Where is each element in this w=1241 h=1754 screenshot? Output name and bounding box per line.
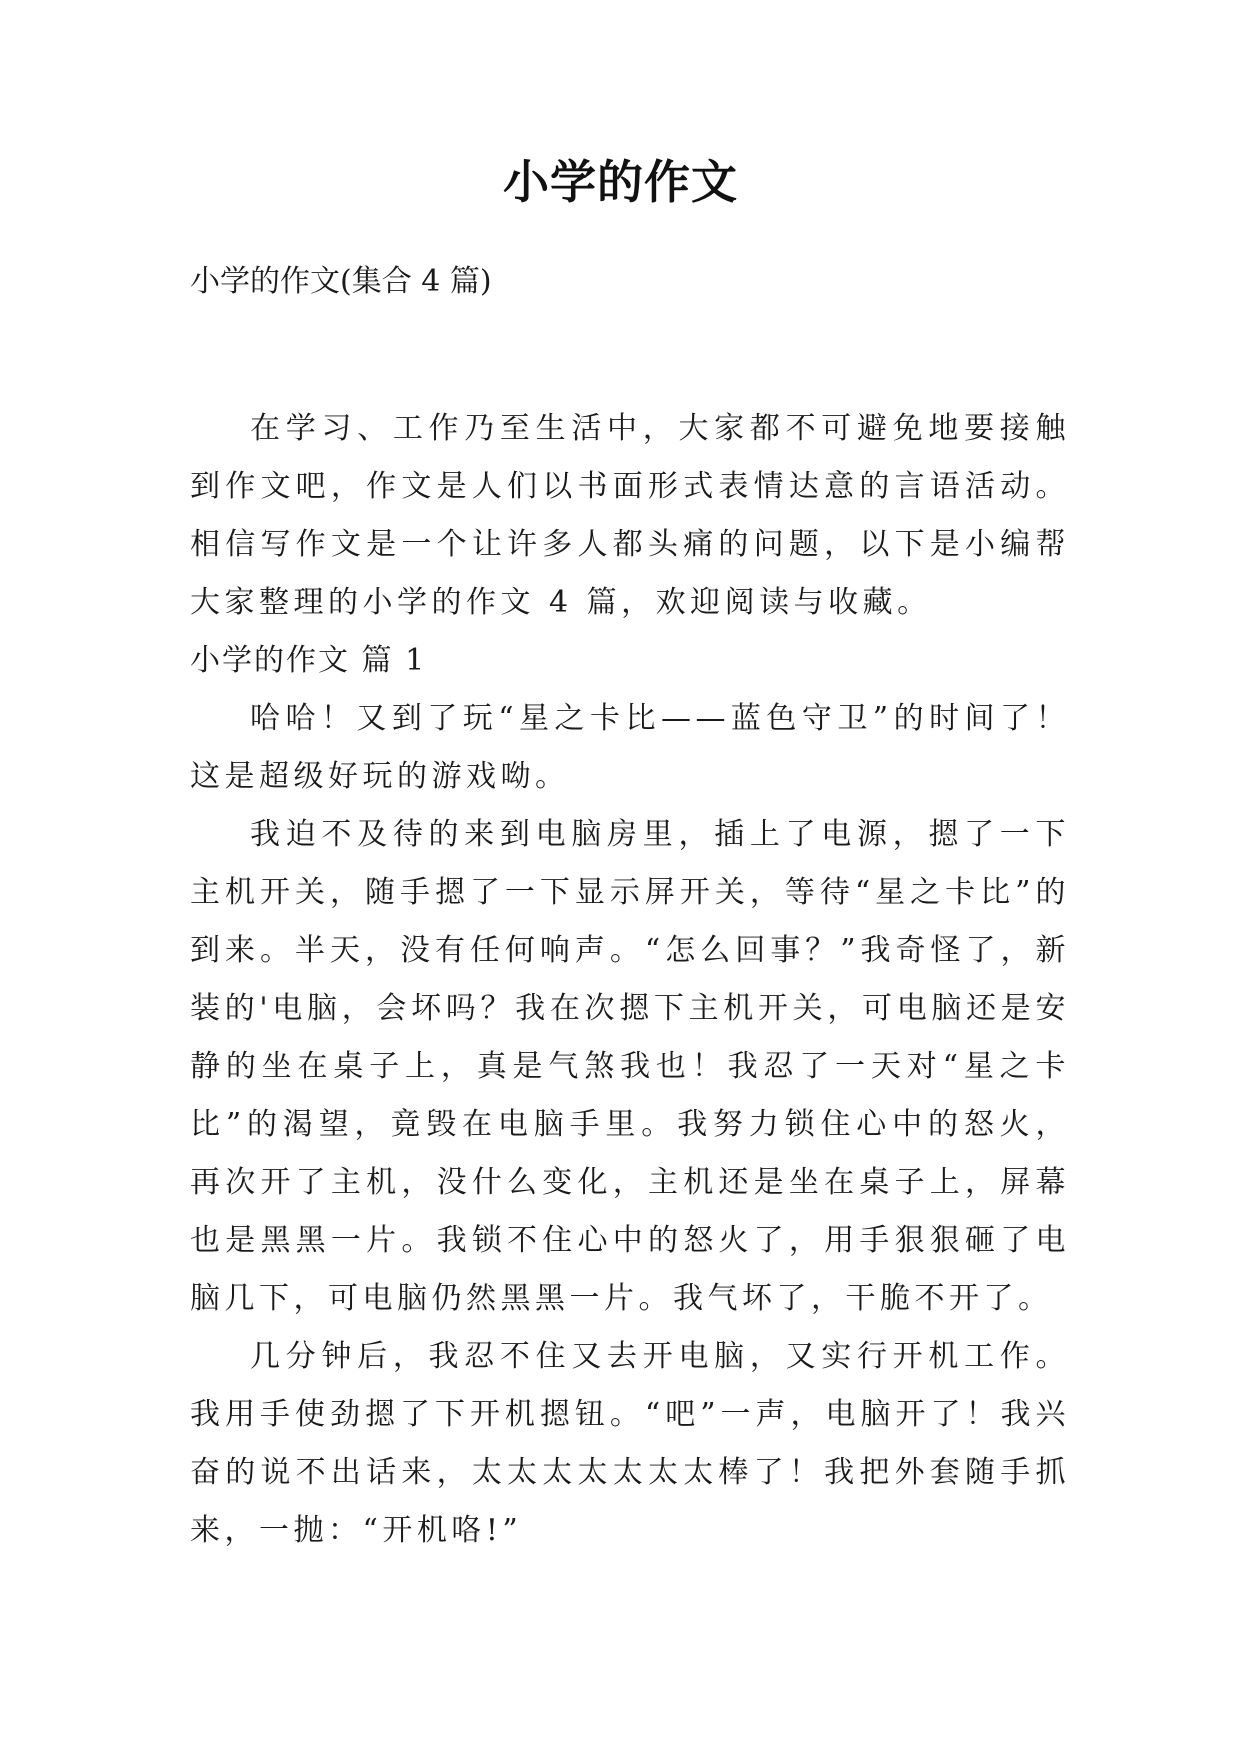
body-paragraph-3: 几分钟后，我忍不住又去开电脑，又实行开机工作。我用手使劲摁了下开机摁钮。“吧”一声，电脑开了！我兴奋的说不出话来，太太太太太太太棒了！我把外套随手抓来，一抛：“开机咯!”	[190, 1339, 1070, 1548]
section-heading: 小学的作文 篇 1	[190, 643, 427, 678]
document-body	[190, 400, 1070, 1560]
body-paragraph-2: 我迫不及待的来到电脑房里，插上了电源，摁了一下主机开关，随手摁了一下显示屏开关，等待“星之卡比”的到来。半天，没有任何响声。“怎么回事？”我奇怪了，新装的'电脑，会坏吗？我在次摁下主机开关，可电脑还是安静的坐在桌子上，真是气煞我也！我忍了一天对“星之卡比”的渴望，竟毁在电脑手里。我努力锁住心中的怒火，再次开了主机，没什么变化，主机还是坐在桌子上，屏幕也是黑黑一片。我锁不住心中的怒火了，用手狠狠砸了电脑几下，可电脑仍然黑黑一片。我气坏了，干脆不开了。	[190, 817, 1070, 1316]
document-subtitle: 小学的作文(集合 4 篇)	[190, 264, 492, 299]
document-title: 小学的作文	[503, 155, 738, 209]
intro-paragraph: 在学习、工作乃至生活中，大家都不可避免地要接触到作文吧，作文是人们以书面形式表情达意的言语活动。相信写作文是一个让许多人都头痛的问题，以下是小编帮大家整理的小学的作文 4 篇，欢迎阅读与收藏。	[190, 411, 1070, 620]
body-paragraph-1: 哈哈！又到了玩“星之卡比——蓝色守卫”的时间了！这是超级好玩的游戏呦。	[190, 701, 1070, 794]
